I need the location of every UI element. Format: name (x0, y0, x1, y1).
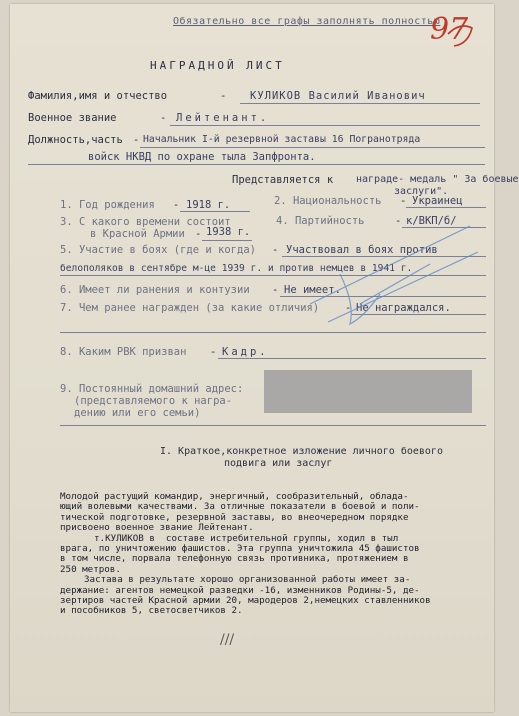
awards-value: Не награждался. (356, 302, 451, 314)
narrative-line: тической подготовке, резервной заставы, во внеочередном порядке (60, 511, 409, 523)
award-sheet (10, 4, 519, 712)
form-title: НАГРАДНОЙ ЛИСТ (150, 59, 285, 72)
handwritten-page-number: 97 (430, 12, 469, 47)
dash: - (345, 302, 352, 314)
narrative-line: т.КУЛИКОВ в составе истребительной группы, ходил в тыл (94, 532, 399, 544)
dash: - (160, 112, 167, 124)
dash: - (400, 195, 407, 207)
address-label-line3: дению или его семьи) (74, 407, 201, 419)
pencil-stroke (328, 252, 478, 322)
narrative-line: в том числе, порвала телефонную связь противника, протяжением в (60, 553, 409, 565)
nominated-label: Представляется к (232, 174, 334, 186)
dash: - (220, 90, 227, 102)
nominated-value-line1: награде- медаль " За боевые (356, 174, 519, 185)
narrative-line: Застава в результате хорошо организованной работы имеет за- (84, 574, 411, 586)
nationality-label: 2. Национальность (274, 195, 382, 207)
draft-label: 8. Каким РВК призван (60, 346, 187, 358)
pencil-stroke (360, 264, 430, 304)
narrative-line: Молодой растущий командир, энергичный, сообразительный, облада- (60, 491, 409, 502)
address-label-line2: (представляемого к награ- (74, 395, 233, 407)
pencil-stroke (310, 226, 470, 304)
service-since-label-line2: в Красной Армии (90, 228, 185, 240)
narrative-line: 250 метров. (60, 563, 121, 575)
service-since-value: 1938 г. (206, 226, 251, 238)
party-label: 4. Партийность (276, 215, 365, 227)
header-note: Обязательно все графы заполнять полностью (173, 16, 441, 27)
narrative-line: врага, по уничтожению фашистов. Эта группа уничтожила 45 фашистов (60, 543, 420, 555)
dash: - (395, 215, 402, 227)
name-label: Фамилия,имя и отчество (28, 90, 168, 102)
birth-year-label: 1. Год рождения (60, 199, 155, 211)
wounds-value: Не имеет. (284, 284, 341, 296)
position-label: Должность,часть (28, 134, 123, 146)
battles-value-line2: белополяков в сентябре м-це 1939 г. и против немцев в 1941 г. (60, 263, 413, 274)
pencil-stroke (340, 274, 380, 324)
dash: - (173, 199, 180, 211)
nationality-value: Украинец (412, 195, 463, 207)
name-value: КУЛИКОВ Василий Иванович (250, 90, 426, 102)
position-value-line2: войск НКВД по охране тыла Запфронта. (88, 151, 316, 163)
battles-value-line1: Участвовал в боях против (286, 244, 438, 256)
bottom-mark: /// (220, 632, 235, 648)
narrative-text (60, 492, 500, 617)
narrative-line: присвоено военное звание Лейтенант. (60, 522, 254, 534)
draft-value: Кадр. (222, 346, 269, 358)
narrative-line: ющий волевыми качествами. За отличные показатели в боевой и поли- (60, 501, 420, 513)
service-since-label-line1: 3. С какого времени состоит (60, 216, 231, 228)
birth-year-value: 1918 г. (186, 199, 231, 211)
battles-label: 5. Участие в боях (где и когда) (60, 244, 256, 256)
dash: - (133, 134, 140, 146)
awards-label: 7. Чем ранее награжден (за какие отличия) (60, 302, 320, 314)
section-title-line2: подвига или заслуг (224, 458, 333, 469)
rank-value: Лейтенант. (176, 112, 270, 124)
dash: - (272, 244, 279, 256)
dash: - (210, 346, 217, 358)
narrative-line: держание: агентов немецкой разведки -16, изменников Родины-5, де- (60, 584, 420, 596)
nominated-value-line2: заслуги". (394, 186, 449, 197)
rank-label: Военное звание (28, 112, 117, 124)
wounds-label: 6. Имеет ли ранения и контузии (60, 284, 250, 296)
party-value: к/ВКП/б/ (406, 215, 457, 227)
position-value-line1: Начальник I-й резервной заставы 16 Погранотряда (143, 134, 421, 145)
section-title-line1: I. Краткое,конкретное изложение личного боевого (160, 446, 443, 457)
red-pencil-stroke (448, 26, 472, 46)
dash: - (195, 228, 202, 240)
narrative-line: зертиров частей Красной армии 20, мародеров 2,немецких ставленников (60, 595, 431, 607)
narrative-line: и пособников 5, светосветчиков 2. (60, 605, 243, 617)
address-label-line1: 9. Постоянный домашний адрес: (60, 383, 244, 395)
dash: - (272, 284, 279, 296)
